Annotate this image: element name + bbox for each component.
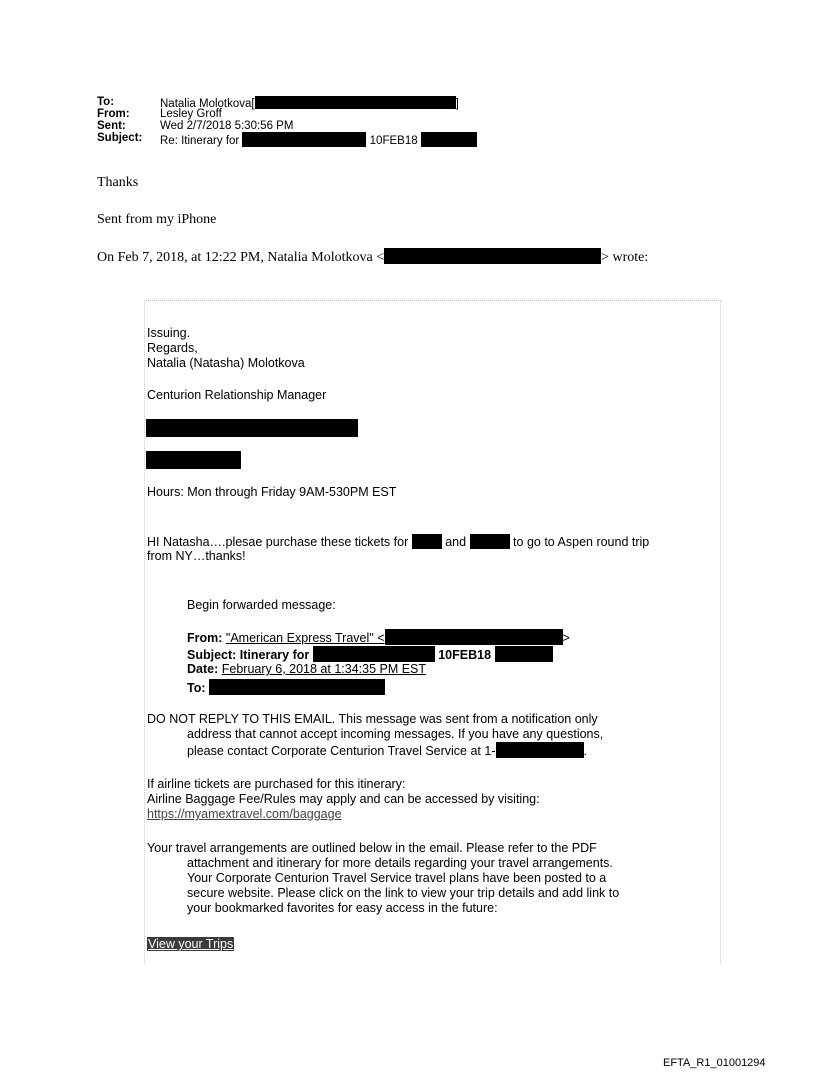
from-value: Lesley Groff <box>160 108 222 120</box>
from-label: From: <box>97 108 130 120</box>
redaction <box>255 96 456 109</box>
document-id: EFTA_R1_01001294 <box>663 1057 766 1069</box>
redaction <box>470 534 510 549</box>
message-role: Centurion Relationship Manager <box>147 388 327 402</box>
baggage-line: Airline Baggage Fee/Rules may apply and can be accessed by visiting: <box>147 792 540 806</box>
to-label: To: <box>97 96 115 108</box>
travel-line: Your Corporate Centurion Travel Service travel plans have been posted to a <box>187 871 607 885</box>
message-line: Issuing. <box>147 326 191 340</box>
baggage-line: If airline tickets are purchased for this itinerary: <box>147 777 406 791</box>
travel-line: your bookmarked favorites for easy access in the future: <box>187 901 498 915</box>
email-header <box>97 96 477 147</box>
redaction <box>313 646 435 662</box>
sent-label: Sent: <box>97 120 126 132</box>
header-to-row <box>97 96 477 108</box>
subject-label: Subject: <box>97 132 143 144</box>
request-line: HI Natasha….plesae purchase these tickets for and to go to Aspen round trip <box>147 535 650 549</box>
travel-line: attachment and itinerary for more details regarding your travel arrangements. <box>187 856 613 870</box>
forwarded-subject: Subject: Itinerary for 10FEB18 <box>187 646 553 662</box>
message-line: Regards, <box>147 341 198 355</box>
redaction <box>496 742 584 758</box>
redaction <box>421 132 477 147</box>
notice-line: address that cannot accept incoming messages. If you have any questions, <box>187 727 604 741</box>
redaction <box>495 646 553 662</box>
header-sent-row <box>97 120 477 132</box>
forwarded-from: From: "American Express Travel" < > <box>187 631 570 645</box>
redaction <box>385 629 563 645</box>
header-subject-row <box>97 132 477 147</box>
redaction <box>146 451 241 469</box>
header-from-row <box>97 108 477 120</box>
message-line: Natalia (Natasha) Molotkova <box>147 356 305 370</box>
forwarded-to: To: <box>187 679 385 695</box>
request-line: from NY…thanks! <box>147 549 246 563</box>
redaction <box>412 534 442 549</box>
travel-line: Your travel arrangements are outlined below in the email. Please refer to the PDF <box>147 841 597 855</box>
notice-line: DO NOT REPLY TO THIS EMAIL. This message was sent from a notification only <box>147 712 598 726</box>
redaction <box>209 679 385 695</box>
forwarded-intro: Begin forwarded message: <box>187 598 336 612</box>
travel-line: secure website. Please click on the link to view your trip details and add link to <box>187 886 620 900</box>
to-value: Natalia Molotkova[ ] <box>160 98 459 110</box>
baggage-link[interactable]: https://myamextravel.com/baggage <box>147 807 342 821</box>
reply-signature: Sent from my iPhone <box>97 212 217 227</box>
subject-value: Re: Itinerary for 10FEB18 <box>160 132 477 144</box>
forwarded-date: Date: February 6, 2018 at 1:34:35 PM EST <box>187 662 427 676</box>
quote-intro: On Feb 7, 2018, at 12:22 PM, Natalia Molotkova < > wrote: <box>97 250 649 265</box>
notice-line: please contact Corporate Centurion Travel Service at 1- . <box>187 744 587 758</box>
redaction <box>384 248 601 264</box>
view-trips-button[interactable]: View your Trips <box>148 937 234 951</box>
view-trips-button-wrap <box>147 937 234 952</box>
redaction <box>146 419 358 437</box>
redaction <box>242 132 366 147</box>
sent-value: Wed 2/7/2018 5:30:56 PM <box>160 120 294 132</box>
reply-thanks: Thanks <box>97 175 139 190</box>
message-hours: Hours: Mon through Friday 9AM-530PM EST <box>147 485 397 499</box>
